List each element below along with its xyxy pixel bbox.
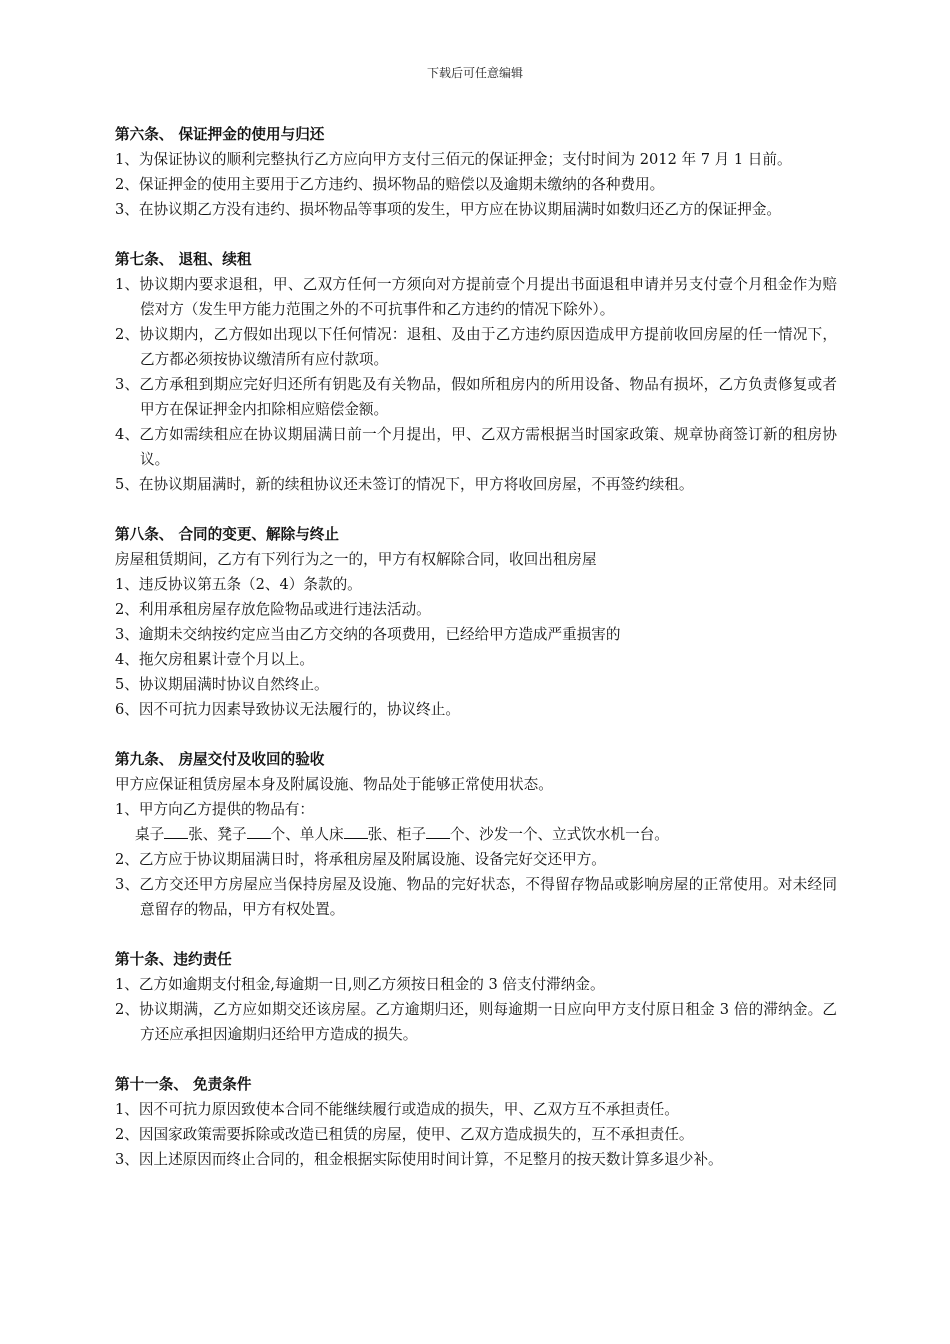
goods-text: 张、凳子: [188, 826, 247, 843]
clause-item: 1、为保证协议的顺利完整执行乙方应向甲方支付三佰元的保证押金；支付时间为 2012 年 7 月 1 日前。: [115, 151, 792, 168]
clause-item: 1、违反协议第五条（2、4）条款的。: [115, 576, 362, 593]
section-intro: 房屋租赁期间，乙方有下列行为之一的，甲方有权解除合同，收回出租房屋: [115, 551, 597, 568]
clause-item: 4、拖欠房租累计壹个月以上。: [115, 651, 315, 668]
clause-item: 3、因上述原因而终止合同的，租金根据实际使用时间计算，不足整月的按天数计算多退少补。: [115, 1151, 723, 1168]
fill-blank: [164, 822, 188, 839]
clause-item: 1、协议期内要求退租，甲、乙双方任何一方须向对方提前壹个月提出书面退租申请并另支付壹个月租金作为赔偿对方（发生甲方能力范围之外的不可抗事件和乙方违约的情况下除外）。: [115, 276, 837, 318]
document-body: [115, 122, 837, 1197]
section-10: [115, 947, 837, 1047]
section-title: 第八条、 合同的变更、解除与终止: [115, 526, 339, 543]
clause-item: 3、乙方交还甲方房屋应当保持房屋及设施、物品的完好状态，不得留存物品或影响房屋的正常使用。对未经同意留存的物品，甲方有权处置。: [115, 876, 837, 918]
section-8: [115, 522, 837, 722]
section-title: 第十一条、 免责条件: [115, 1076, 252, 1093]
section-title: 第六条、 保证押金的使用与归还: [115, 126, 325, 143]
goods-text: 桌子: [135, 826, 165, 843]
clause-item: 1、乙方如逾期支付租金,每逾期一日,则乙方须按日租金的 3 倍支付滞纳金。: [115, 976, 605, 993]
section-title: 第九条、 房屋交付及收回的验收: [115, 751, 325, 768]
section-intro: 甲方应保证租赁房屋本身及附属设施、物品处于能够正常使用状态。: [115, 776, 553, 793]
section-11: [115, 1072, 837, 1172]
clause-item: 2、协议期满，乙方应如期交还该房屋。乙方逾期归还，则每逾期一日应向甲方支付原日租金 3 倍的滞纳金。乙方还应承担因逾期归还给甲方造成的损失。: [115, 1001, 837, 1043]
clause-item: 2、因国家政策需要拆除或改造已租赁的房屋，使甲、乙双方造成损失的，互不承担责任。: [115, 1126, 694, 1143]
clause-item: 2、协议期内，乙方假如出现以下任何情况：退租、及由于乙方违约原因造成甲方提前收回房屋的任一情况下，乙方都必须按协议缴清所有应付款项。: [115, 326, 837, 368]
goods-list: [115, 822, 837, 847]
section-6: [115, 122, 837, 222]
section-7: [115, 247, 837, 497]
section-title: 第七条、 退租、续租: [115, 251, 252, 268]
clause-item: 2、乙方应于协议期届满日时，将承租房屋及附属设施、设备完好交还甲方。: [115, 851, 606, 868]
clause-item: 2、保证押金的使用主要用于乙方违约、损坏物品的赔偿以及逾期未缴纳的各种费用。: [115, 176, 665, 193]
clause-item: 5、协议期届满时协议自然终止。: [115, 676, 329, 693]
fill-blank: [344, 822, 368, 839]
page-header-note: 下载后可任意编辑: [426, 66, 523, 80]
goods-text: 个、单人床: [270, 826, 344, 843]
section-title: 第十条、违约责任: [115, 951, 232, 968]
clause-item: 3、在协议期乙方没有违约、损坏物品等事项的发生，甲方应在协议期届满时如数归还乙方的保证押金。: [115, 201, 782, 218]
clause-item: 5、在协议期届满时，新的续租协议还未签订的情况下，甲方将收回房屋，不再签约续租。: [115, 476, 694, 493]
fill-blank: [247, 822, 271, 839]
fill-blank: [426, 822, 450, 839]
clause-item: 2、利用承租房屋存放危险物品或进行违法活动。: [115, 601, 431, 618]
clause-item: 6、因不可抗力因素导致协议无法履行的，协议终止。: [115, 701, 460, 718]
goods-text: 张、柜子: [367, 826, 426, 843]
clause-item: 3、乙方承租到期应完好归还所有钥匙及有关物品，假如所租房内的所用设备、物品有损坏，乙方负责修复或者甲方在保证押金内扣除相应赔偿金额。: [115, 376, 837, 418]
goods-text: 个、沙发一个、立式饮水机一台。: [449, 826, 669, 843]
clause-item: 1、甲方向乙方提供的物品有：: [115, 801, 315, 818]
section-9: [115, 747, 837, 922]
clause-item: 1、因不可抗力原因致使本合同不能继续履行或造成的损失，甲、乙双方互不承担责任。: [115, 1101, 679, 1118]
clause-item: 4、乙方如需续租应在协议期届满日前一个月提出，甲、乙双方需根据当时国家政策、规章协商签订新的租房协议。: [115, 426, 837, 468]
clause-item: 3、逾期未交纳按约定应当由乙方交纳的各项费用，已经给甲方造成严重损害的: [115, 626, 621, 643]
